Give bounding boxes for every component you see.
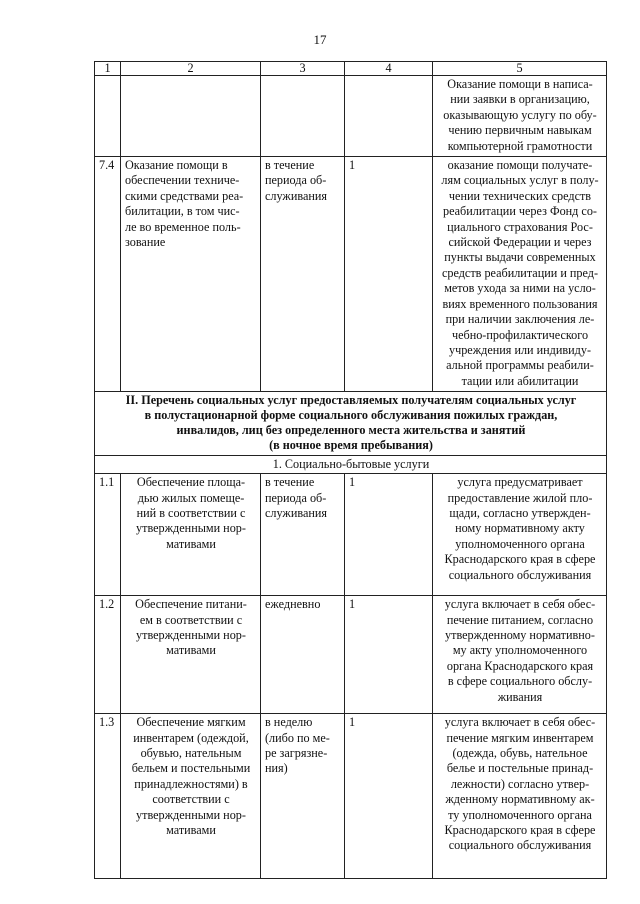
quantity-cell: 1 [345,474,433,596]
description-line: метов ухода за ними на усло- [444,281,596,296]
period-cell [261,714,345,879]
description-line: реабилитации через Фонд со- [443,204,597,219]
description-cell [433,76,607,157]
description-line: органа Краснодарского края [446,658,594,673]
period-line: ежедневно [265,597,321,612]
service-cell [121,714,261,879]
service-line: дью жилых помеще- [137,490,245,505]
period-cell [261,76,345,157]
description-cell [433,474,607,596]
service-line: мативами [166,536,216,551]
table-header-row [95,62,607,76]
description-line: жденному нормативному ак- [445,792,595,807]
service-cell [121,474,261,596]
table-row [95,474,607,596]
description-line: щади, согласно утвержден- [449,505,591,520]
description-line: социального обслуживания [448,567,592,582]
description-line: в сфере социального обслу- [447,674,593,689]
description-line: альной программы реабили- [446,358,594,373]
section-heading [95,392,607,456]
description-line: пункты выдачи современных [444,250,596,265]
service-line: утвержденными нор- [136,807,246,822]
description-line: услуга включает в себя обес- [444,715,596,730]
description-line: печение мягким инвентарем [446,730,594,745]
service-line: ем в соответствии с [139,612,243,627]
table-row [95,157,607,392]
description-line: Оказание помощи в написа- [447,77,593,91]
description-line: уполномоченного органа [455,536,585,551]
description-line: (одежда, обувь, нательное [452,745,588,760]
page-number: 17 [313,32,327,47]
subsection-heading: 1. Социально-бытовые услуги [95,456,607,474]
description-line: чебно-профилактического [451,327,589,342]
table-row [95,76,607,157]
quantity-cell: 1 [345,714,433,879]
service-line: мативами [166,643,216,658]
column-header-2: 2 [121,62,261,76]
period-line: служивания [265,188,328,203]
description-line: учреждения или индивиду- [448,342,592,357]
service-line: мативами [166,822,216,837]
row-number-cell: 7.4 [95,157,121,392]
service-line: Обеспечение площа- [136,475,246,490]
column-header-4: 4 [345,62,433,76]
section-heading-line: II. Перечень социальных услуг предоставляемых получателям социальных услуг [125,393,577,408]
section-heading-line: в полустационарной форме социального обслуживания пожилых граждан, [144,408,558,423]
description-line: живания [497,689,543,704]
service-line: утвержденными нор- [136,627,246,642]
quantity-cell: 1 [345,596,433,714]
description-line: оказывающую услугу по обу- [443,107,597,122]
description-line: печение питанием, согласно [446,612,594,627]
description-line: виях временного пользования [442,296,598,311]
period-cell [261,474,345,596]
period-line: ния) [265,761,288,776]
period-line: служивания [265,505,328,520]
row-number-cell: 1.3 [95,714,121,879]
service-line: Обеспечение питани- [135,597,247,612]
description-line: Краснодарского края в сфере [444,822,596,837]
period-line: периода об- [265,173,327,188]
service-line: билитации, в том чис- [125,204,240,219]
service-line: Обеспечение мягким [136,715,246,730]
subsection-heading-row [95,456,607,474]
description-line: тации или абилитации [461,373,579,388]
description-line: Краснодарского края в сфере [444,552,596,567]
service-line: соответствии с [152,792,230,807]
period-cell [261,596,345,714]
services-table [94,61,607,879]
service-line: обувью, нательным [140,745,242,760]
section-heading-row [95,392,607,456]
description-line: лям социальных услуг в полу- [441,173,599,188]
description-line: чении технических средств [448,188,592,203]
description-cell [433,596,607,714]
service-cell [121,157,261,392]
service-cell [121,596,261,714]
description-line: услуга предусматривает [457,475,583,490]
description-line: компьютерной грамотности [447,138,593,153]
section-heading-line: инвалидов, лиц без определенного места жительства и занятий [176,423,526,438]
description-line: белье и постельные принад- [446,761,594,776]
period-line: в течение [265,158,315,173]
period-line: ре загрязне- [265,745,328,760]
description-line: чению первичным навыкам [448,123,592,138]
service-line: Оказание помощи в [125,158,228,173]
service-line: бельем и постельными [131,761,251,776]
description-line: средств реабилитации и пред- [441,265,599,280]
description-cell [433,157,607,392]
description-line: социального обслуживания [448,838,592,853]
description-line: циального страхования Рос- [447,219,593,234]
table-row [95,714,607,879]
service-cell [121,76,261,157]
table-row [95,596,607,714]
quantity-cell [345,76,433,157]
service-line: принадлежностями) в [134,776,248,791]
description-cell [433,714,607,879]
period-line: периода об- [265,490,327,505]
period-cell [261,157,345,392]
service-line: обеспечении техниче- [125,173,240,188]
row-number-cell: 1.1 [95,474,121,596]
section-heading-line: (в ночное время пребывания) [269,438,433,453]
description-line: лежности) согласно утвер- [450,776,590,791]
period-line: (либо по ме- [265,730,330,745]
description-line: ту уполномоченного органа [448,807,592,822]
description-line: услуга включает в себя обес- [444,597,596,612]
description-line: сийской Федерации и через [448,235,592,250]
description-line: утвержденному нормативно- [445,627,595,642]
service-line: ле во временное поль- [125,219,241,234]
description-line: при наличии заключения ле- [445,312,595,327]
service-line: зование [125,235,166,250]
service-line: скими средствами реа- [125,188,244,203]
column-header-3: 3 [261,62,345,76]
description-line: предоставление жилой пло- [447,490,593,505]
quantity-cell: 1 [345,157,433,392]
column-header-1: 1 [95,62,121,76]
description-line: нии заявки в организацию, [450,92,590,107]
row-number-cell [95,76,121,157]
service-line: ний в соответствии с [136,505,246,520]
column-header-5: 5 [433,62,607,76]
description-line: оказание помощи получате- [447,158,593,173]
service-line: инвентарем (одеждой, [133,730,249,745]
period-line: в неделю [265,715,313,730]
service-line: утвержденными нор- [136,521,246,536]
row-number-cell: 1.2 [95,596,121,714]
description-line: ному нормативному акту [455,521,585,536]
description-line: му акту уполномоченного [452,643,588,658]
period-line: в течение [265,475,315,490]
